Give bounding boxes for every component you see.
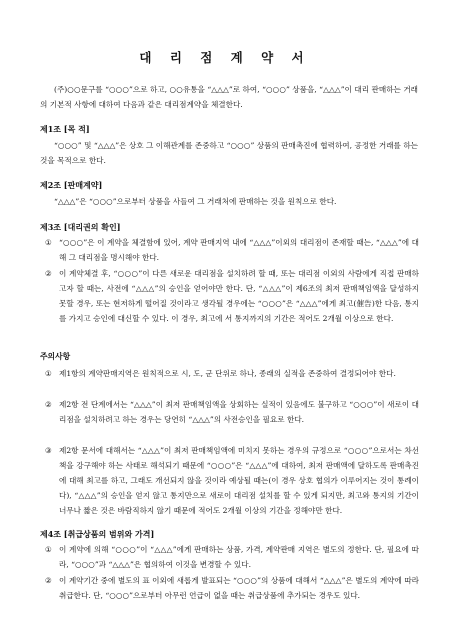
note-item (45, 443, 419, 518)
article-4-item (45, 542, 419, 572)
intro-paragraph: (주)○○문구를 “○○○”으로 하고, ○○유통을 “△△△”로 하여, “○○○” 상품을, “△△△”이 대리 판매하는 거래의 기본적 사항에 대하여 다음과 같은 대리점계약을 체결한다. (40, 85, 418, 109)
article-3-item (45, 266, 419, 326)
item-number: ② (45, 400, 52, 409)
notes-heading: 주의사항 (40, 352, 71, 361)
article-3-heading: 제3조 [대리권의 확인] (40, 222, 121, 232)
note-item (45, 397, 419, 427)
item-text: 이 계약에 의해 “○○○”이 “△△△”에게 판매하는 상품, 가격, 계약판매 지역은 별도의 정한다. 단, 필요에 따라, “○○○”과 “△△△”은 협의하여 이것을 변경할 수 있다. (59, 545, 419, 569)
item-number: ② (45, 269, 52, 278)
document-title: 대 리 점 계 약 서 (139, 50, 311, 65)
article-4-item (45, 573, 419, 603)
item-text: 제2항 전 단계에서는 “△△△”이 최저 판매책임액을 상회하는 실적이 있음에도 불구하고 “○○○”이 새로이 대리점을 설치하려고 하는 경우는 당연히 “△△△”의 사전승인을 필요로 한다. (59, 400, 419, 424)
item-text: 제2항 문서에 대해서는 “△△△”이 최저 판매책임액에 미치지 못하는 경우의 규정으로 “○○○”으로서는 차선책을 강구해야 하는 사태로 해석되기 때문에 “○○○”은 “△△△”에 대하여, 최저 판매액에 달하도록 판매촉진에 대해 최고를 하고, 그래도 개선되지 않을 것이라 예상될 때는(이 경우 상호 협의가 이루어지는 것이 통례이다), “△△△”의 승인을 얻지 않고 통지만으로 새로이 대리점 설치를 할 수 있게 되지만, 최고와 통지의 기간이 너무나 짧은 것은 바람직하지 않기 때문에 적어도 2개월 이상의 기간을 정해야만 한다. (59, 446, 419, 515)
article-2-body: “△△△”은 “○○○”으로부터 상품을 사들여 그 거래처에 판매하는 것을 원칙으로 한다. (54, 197, 337, 206)
article-2-heading: 제2조 [판매계약] (40, 180, 103, 190)
article-1-heading: 제1조 [목 적] (40, 124, 90, 134)
item-number: ① (45, 369, 52, 378)
item-number: ① (45, 545, 52, 554)
item-text: 이 계약체결 후, “○○○”이 다른 새로운 대리점을 설치하려 할 때, 또는 대리점 이외의 사람에게 직접 판매하고자 할 때는, 사전에 “△△△”의 승인을 얻어야만 한다. 단, “△△△”이 제6조의 최저 판매책임액을 달성하지 못할 경우, 또는 현저하게 떨어질 것이라고 생각될 경우에는 “○○○”은 “△△△”에게 최고(催告)한 다음, 통지를 가지고 승인에 대신할 수 있다. 이 경우, 최고에 서 통지까지의 기간은 적어도 2개월 이상으로 한다. (59, 269, 419, 323)
item-number: ③ (45, 446, 52, 455)
article-1-body: “○○○” 및 “△△△”은 상호 그 이해관계를 존중하고 “○○○” 상품의 판매촉진에 협력하여, 공정한 거래를 하는 것을 목적으로 한다. (40, 141, 418, 165)
note-item (45, 366, 419, 381)
item-text: 이 계약기간 중에 별도의 표 이외에 새롭게 발표되는 “○○○”의 상품에 대해서 “△△△”은 별도의 계약에 따라 취급한다. 단, “○○○”으로부터 아무런 언급이 없을 때는 취급상품에 추가되는 경우도 있다. (59, 576, 419, 600)
item-number: ② (45, 576, 52, 585)
item-text: 제1항의 계약판매지역은 원칙적으로 시, 도, 군 단위로 하나, 종래의 실적을 존중하여 결정되어야 한다. (59, 369, 396, 378)
article-3-item (45, 235, 419, 265)
item-number: ① (45, 238, 52, 247)
item-text: “○○○”은 이 계약을 체결함에 있어, 계약 판매지역 내에 “△△△”이외의 대리점이 존재할 때는, “△△△”에 대해 그 대리점을 명시해야 한다. (59, 238, 419, 262)
article-4-heading: 제4조 [취급상품의 범위와 가격] (40, 529, 155, 539)
